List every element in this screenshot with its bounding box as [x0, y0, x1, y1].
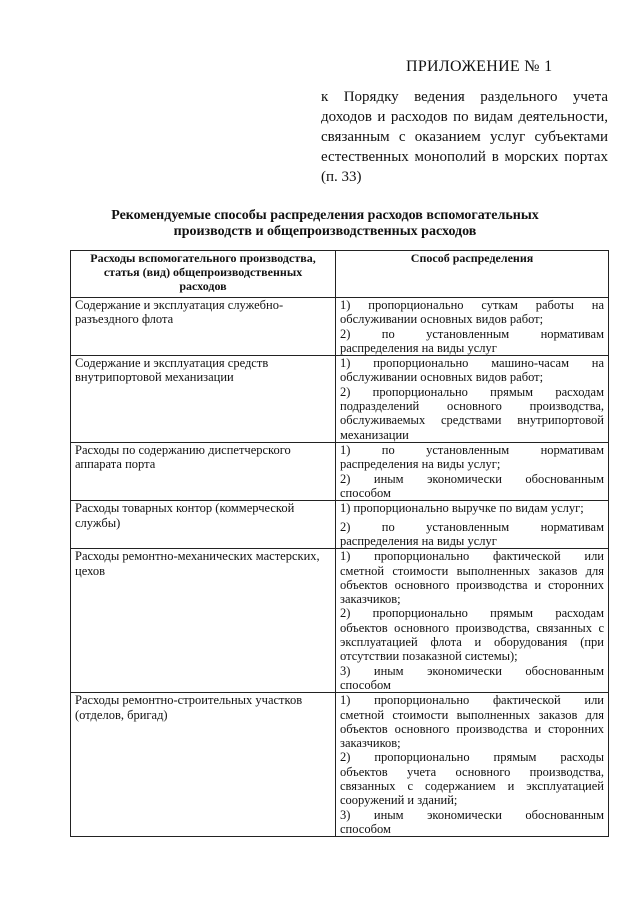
table-row	[71, 693, 609, 837]
appendix-title: ПРИЛОЖЕНИЕ № 1	[406, 58, 553, 75]
table-row	[71, 501, 609, 549]
method-cell	[336, 501, 609, 549]
table-title-line: Рекомендуемые способы распределения расходов вспомогательных	[111, 208, 539, 223]
cell-line: сооружений и зданий;	[340, 793, 458, 808]
cell-line: объектов учета основного производства,	[340, 764, 604, 779]
cell-line: 3) иным экономически обоснованным	[340, 807, 604, 822]
cost-type-cell	[71, 443, 336, 501]
cell-line: способом	[340, 677, 391, 692]
cell-line: (отделов, бригад)	[75, 707, 168, 722]
cell-line: Содержание и эксплуатация служебно-	[75, 298, 284, 312]
cell-line: эксплуатацией флота и оборудования (при	[340, 635, 604, 650]
table-row	[71, 356, 609, 443]
cell-line: 1) по установленным нормативам	[340, 443, 604, 458]
cell-line: цехов	[75, 563, 105, 578]
cell-line: сметной стоимости выполненных заказов для	[340, 707, 604, 722]
cell-line: 2) пропорционально прямым расходы	[340, 750, 604, 765]
header-line: статья (вид) общепроизводственных	[103, 265, 303, 279]
cell-line: распределения на виды услуг;	[340, 457, 501, 472]
cell-line: распределения на виды услуг	[340, 533, 497, 548]
cell-line: подразделений основного производства,	[340, 399, 604, 414]
cell-line: Расходы по содержанию диспетчерского	[75, 443, 291, 458]
cell-line: способом	[340, 821, 391, 836]
cell-line: объектов основного производства и сторонних	[340, 721, 604, 736]
header-line: расходов	[179, 279, 227, 293]
distribution-methods-table	[70, 250, 609, 837]
table-title	[82, 208, 568, 240]
cell-line: 2) пропорционально прямым расходам	[340, 606, 604, 621]
cell-line: Расходы товарных контор (коммерческой	[75, 501, 295, 516]
cost-type-cell	[71, 356, 336, 443]
cell-line: разъездного флота	[75, 312, 174, 327]
cell-line: Расходы ремонтно-строительных участков	[75, 693, 303, 708]
cell-line: 2) иным экономически обоснованным	[340, 471, 604, 486]
appendix-ref-line: связанным с оказанием услуг субъектами	[321, 129, 608, 145]
cell-line: обслуживании основных видов работ;	[340, 370, 544, 385]
appendix-ref-line: доходов и расходов по видам деятельности,	[321, 109, 608, 125]
cell-line: объектов основного производства, связанных с	[340, 620, 604, 635]
cell-line: аппарата порта	[75, 457, 156, 472]
cost-type-cell	[71, 298, 336, 356]
cell-line: Содержание и эксплуатация средств	[75, 356, 269, 371]
cell-line: внутрипортовой механизации	[75, 370, 234, 385]
cell-line: 2) пропорционально прямым расходам	[340, 384, 604, 399]
table-row	[71, 298, 609, 356]
method-cell	[336, 693, 609, 837]
cell-line: сметной стоимости выполненных заказов для	[340, 563, 604, 578]
header-cost-type	[71, 251, 336, 298]
cell-line: заказчиков;	[340, 736, 401, 751]
header-distribution-method	[336, 251, 609, 298]
header-line: Расходы вспомогательного производства,	[90, 251, 316, 265]
method-cell	[336, 549, 609, 693]
cell-line: механизации	[340, 427, 409, 442]
cell-line: объектов основного производства и сторонних	[340, 577, 604, 592]
table-row	[71, 549, 609, 693]
cost-type-cell	[71, 549, 336, 693]
cell-line: связанных с содержанием и эксплуатацией	[340, 779, 604, 794]
cell-line: заказчиков;	[340, 592, 401, 607]
header-line: Способ распределения	[410, 251, 534, 265]
cell-line: 1) пропорционально фактической или	[340, 693, 604, 708]
cost-type-cell	[71, 501, 336, 549]
cell-line: 2) по установленным нормативам	[340, 519, 604, 534]
cell-line: 1) пропорционально суткам работы на	[340, 298, 604, 312]
table-row	[71, 443, 609, 501]
cell-line: 1) пропорционально машино-часам на	[340, 356, 604, 371]
method-cell	[336, 443, 609, 501]
cell-line: обслуживании основных видов работ;	[340, 312, 544, 327]
cell-line: распределения на виды услуг	[340, 340, 497, 355]
appendix-ref-line: естественных монополий в морских портах	[321, 149, 608, 165]
cell-line: 1) пропорционально фактической или	[340, 549, 604, 564]
table-header-row	[71, 251, 609, 298]
cell-line: 3) иным экономически обоснованным	[340, 663, 604, 678]
cost-type-cell	[71, 693, 336, 837]
cell-line: 1) пропорционально выручке по видам услуг;	[340, 501, 584, 516]
cell-line: способом	[340, 486, 391, 501]
appendix-reference	[321, 87, 608, 187]
appendix-ref-line: (п. 33)	[321, 169, 362, 185]
cell-line: отсутствии позаказной системы);	[340, 649, 518, 664]
appendix-ref-line: к Порядку ведения раздельного учета	[321, 89, 608, 105]
cell-line: службы)	[75, 515, 121, 530]
method-cell	[336, 356, 609, 443]
cell-line: 2) по установленным нормативам	[340, 326, 604, 341]
table-title-line: производств и общепроизводственных расходов	[173, 224, 477, 239]
method-cell	[336, 298, 609, 356]
cell-line: Расходы ремонтно-механических мастерских,	[75, 549, 320, 564]
cell-line: обслуживаемых средствами внутрипортовой	[340, 413, 604, 428]
